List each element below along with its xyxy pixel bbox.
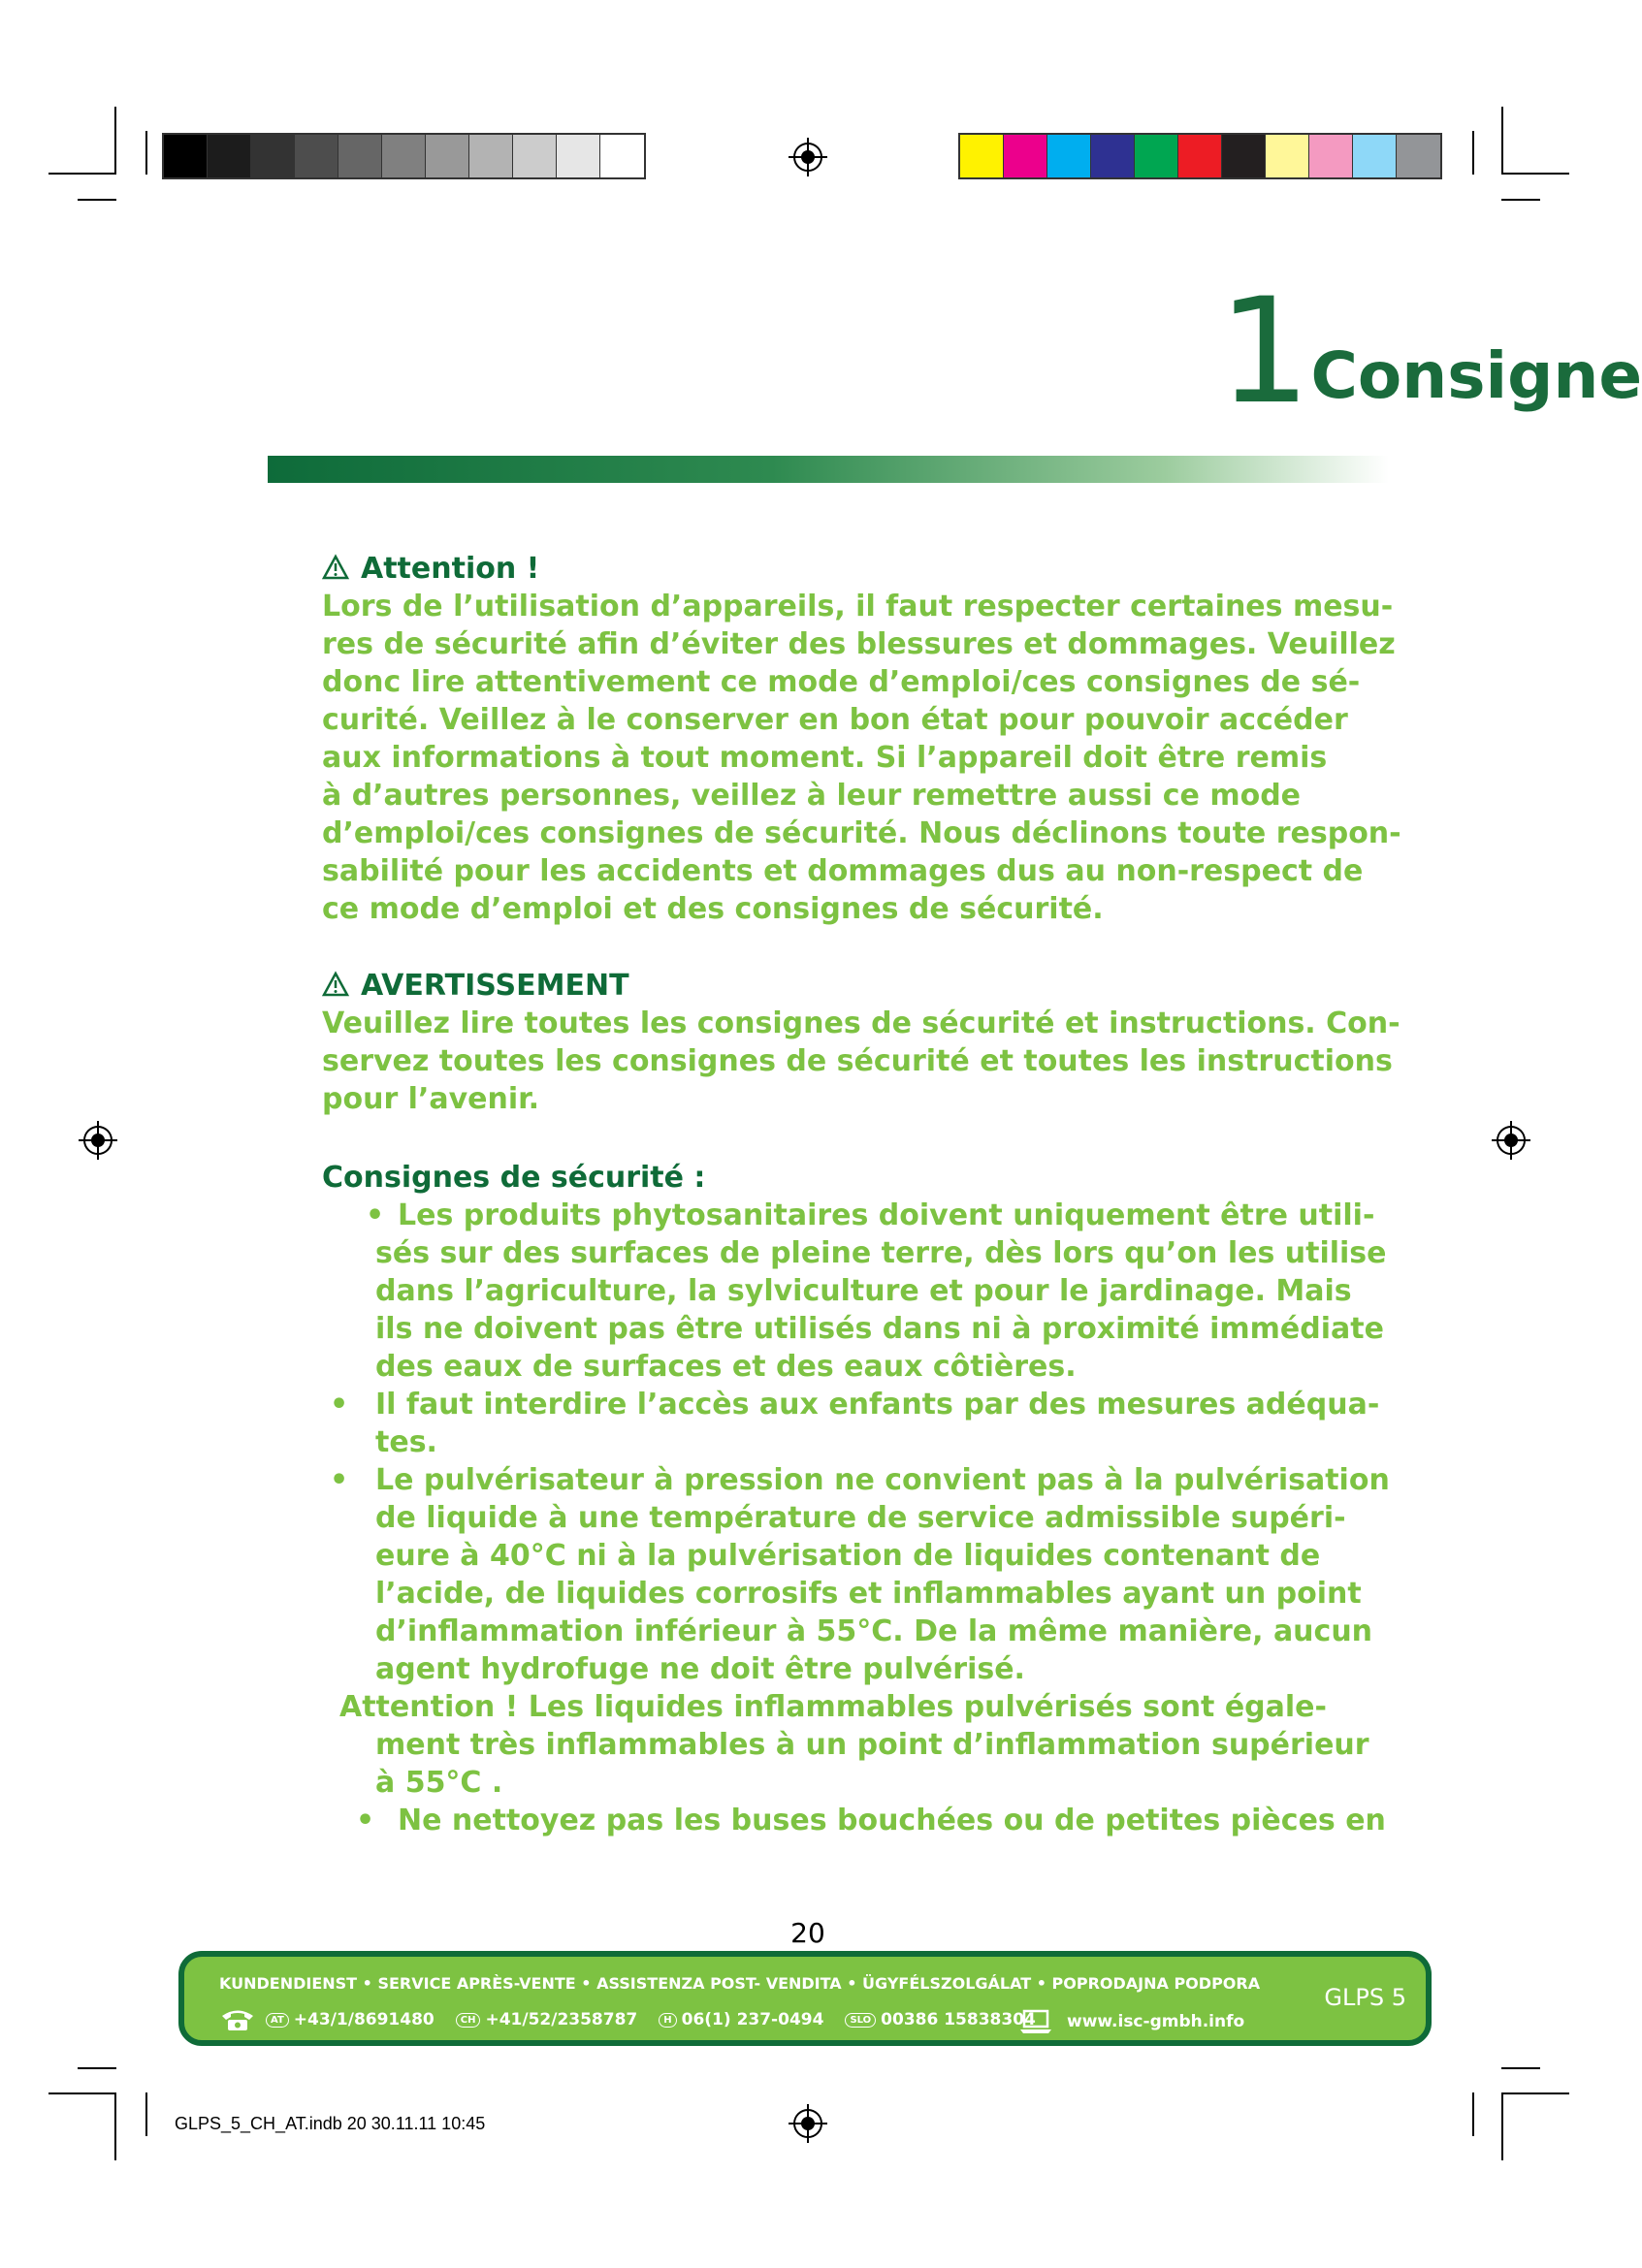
safety-bullet-text: Les produits phytosanitaires doivent uniquement être utili-	[398, 1198, 1375, 1232]
crop-mark	[1501, 2092, 1569, 2094]
avertissement-line: Veuillez lire toutes les consignes de sécurité et instructions. Con-	[322, 1006, 1401, 1040]
attention-line: Lors de l’utilisation d’appareils, il faut respecter certaines mesu-	[322, 590, 1394, 623]
safety-bullet-line: des eaux de surfaces et des eaux côtières.	[375, 1350, 1077, 1384]
laptop-icon	[1018, 2009, 1053, 2034]
website[interactable]	[1018, 2009, 1244, 2034]
safety-attention-note-line: ment très inflammables à un point d’inflammation supérieur	[375, 1728, 1369, 1762]
service-footer	[178, 1951, 1432, 2046]
safety-attention-note-line: Attention ! Les liquides inflammables pulvérisés sont égale-	[339, 1690, 1327, 1724]
bullet-mark: •	[366, 1198, 385, 1232]
safety-bullet-line: l’acide, de liquides corrosifs et inflammables ayant un point	[375, 1577, 1362, 1611]
color-swatch	[251, 135, 295, 177]
safety-bullet-line: ils ne doivent pas être utilisés dans ni à proximité immédiate	[375, 1312, 1384, 1346]
service-labels: KUNDENDIENST • SERVICE APRÈS-VENTE • ASSISTENZA POST- VENDITA • ÜGYFÉLSZOLGÁLAT • POPRODAJNA PODPORA	[219, 1974, 1261, 1993]
color-swatch	[1266, 135, 1309, 177]
color-swatch	[208, 135, 251, 177]
telephone-icon	[219, 2007, 256, 2032]
color-swatch	[382, 135, 426, 177]
attention-line: ce mode d’emploi et des consignes de sécurité.	[322, 892, 1104, 926]
process-color-bar	[958, 133, 1442, 179]
attention-heading	[322, 550, 539, 588]
color-swatch	[1222, 135, 1266, 177]
chapter-header	[1218, 268, 1642, 436]
attention-line: d’emploi/ces consignes de sécurité. Nous déclinons toute respon-	[322, 816, 1401, 850]
attention-heading-text: Attention !	[361, 552, 540, 586]
attention-line: aux informations à tout moment. Si l’appareil doit être remis	[322, 741, 1328, 775]
registration-mark-icon	[79, 1121, 117, 1160]
crop-mark	[1501, 173, 1569, 175]
grayscale-color-bar	[162, 133, 646, 179]
crop-mark	[1472, 131, 1474, 175]
color-swatch	[1397, 135, 1440, 177]
attention-line: res de sécurité afin d’éviter des blessures et dommages. Veuillez	[322, 627, 1396, 661]
registration-mark-icon	[1492, 1121, 1530, 1160]
attention-line: donc lire attentivement ce mode d’emploi/ces consignes de sé-	[322, 665, 1361, 699]
warning-triangle-icon	[322, 555, 349, 580]
color-swatch	[960, 135, 1004, 177]
crop-mark	[1501, 107, 1503, 175]
phone-h: H 06(1) 237-0494	[659, 2010, 823, 2029]
safety-bullet-first-line	[322, 1802, 1386, 1839]
bullet-mark: •	[356, 1804, 375, 1837]
color-swatch	[1178, 135, 1222, 177]
crop-mark	[1501, 2092, 1503, 2160]
safety-bullet-line: d’inflammation inférieur à 55°C. De la même manière, aucun	[375, 1614, 1373, 1648]
color-swatch	[1091, 135, 1135, 177]
safety-bullet-line: eure à 40°C ni à la pulvérisation de liquides contenant de	[375, 1539, 1321, 1573]
avertissement-paragraph	[322, 1005, 1401, 1118]
bullet-mark: •	[330, 1388, 349, 1421]
color-swatch	[426, 135, 469, 177]
crop-mark	[1472, 2092, 1474, 2136]
crop-mark	[145, 131, 147, 175]
safety-attention-note-line: à 55°C .	[375, 1766, 503, 1800]
attention-paragraph	[322, 588, 1401, 928]
safety-bullet-first-line	[322, 1197, 1375, 1234]
safety-bullet-first-line	[322, 1386, 1380, 1423]
safety-bullet-line: agent hydrofuge ne doit être pulvérisé.	[375, 1652, 1025, 1686]
safety-bullet-line: tes.	[375, 1425, 437, 1459]
crop-mark	[48, 2092, 116, 2094]
print-slug: GLPS_5_CH_AT.indb 20 30.11.11 10:45	[175, 2114, 486, 2133]
color-swatch	[469, 135, 513, 177]
crop-mark	[1501, 199, 1540, 201]
website-link[interactable]: www.isc-gmbh.info	[1067, 2012, 1245, 2031]
color-swatch	[338, 135, 382, 177]
safety-heading: Consignes de sécurité :	[322, 1161, 706, 1195]
attention-line: curité. Veillez à le conserver en bon état pour pouvoir accéder	[322, 703, 1348, 737]
attention-line: sabilité pour les accidents et dommages dus au non-respect de	[322, 854, 1364, 888]
model-name: GLPS 5	[1324, 1984, 1406, 2011]
crop-mark	[114, 2092, 116, 2160]
safety-bullet-first-line	[322, 1461, 1390, 1499]
color-swatch	[164, 135, 208, 177]
phone-ch: CH +41/52/2358787	[456, 2010, 638, 2029]
avertissement-line: servez toutes les consignes de sécurité et toutes les instructions	[322, 1044, 1393, 1078]
crop-mark	[78, 2067, 116, 2069]
service-phones	[219, 2007, 1057, 2032]
crop-mark	[78, 199, 116, 201]
avertissement-heading-text: AVERTISSEMENT	[361, 969, 629, 1003]
color-swatch	[1353, 135, 1397, 177]
chapter-gradient-bar	[268, 456, 1389, 483]
safety-bullet-line: dans l’agriculture, la sylviculture et pour le jardinage. Mais	[375, 1274, 1352, 1308]
safety-bullet-line: de liquide à une température de service admissible supéri-	[375, 1501, 1346, 1535]
bullet-mark: •	[330, 1463, 349, 1497]
attention-line: à d’autres personnes, veillez à leur remettre aussi ce mode	[322, 779, 1302, 813]
safety-bullet-text: Ne nettoyez pas les buses bouchées ou de petites pièces en	[398, 1804, 1386, 1837]
phone-at: AT +43/1/8691480	[266, 2010, 435, 2029]
crop-mark	[114, 107, 116, 175]
safety-bullet-text: Il faut interdire l’accès aux enfants par des mesures adéqua-	[375, 1388, 1380, 1421]
avertissement-line: pour l’avenir.	[322, 1082, 540, 1116]
safety-bullet-list	[322, 1197, 1390, 1839]
color-swatch	[513, 135, 557, 177]
chapter-title: Consigne	[1310, 338, 1642, 413]
color-swatch	[1309, 135, 1353, 177]
crop-mark	[1501, 2067, 1540, 2069]
color-swatch	[295, 135, 338, 177]
color-swatch	[557, 135, 600, 177]
color-swatch	[1047, 135, 1091, 177]
color-swatch	[1004, 135, 1047, 177]
color-swatch	[1135, 135, 1178, 177]
crop-mark	[145, 2092, 147, 2136]
registration-mark-icon	[789, 2104, 827, 2143]
page-number: 20	[790, 1917, 825, 1949]
crop-mark	[48, 173, 116, 175]
registration-mark-icon	[789, 138, 827, 176]
avertissement-heading	[322, 967, 629, 1005]
color-swatch	[600, 135, 644, 177]
safety-bullet-line: sés sur des surfaces de pleine terre, dès lors qu’on les utilise	[375, 1236, 1387, 1270]
chapter-number: 1	[1218, 268, 1304, 436]
phone-slo: SLO 00386 15838304	[845, 2010, 1035, 2029]
warning-triangle-icon	[322, 972, 349, 997]
safety-bullet-text: Le pulvérisateur à pression ne convient pas à la pulvérisation	[375, 1463, 1390, 1497]
